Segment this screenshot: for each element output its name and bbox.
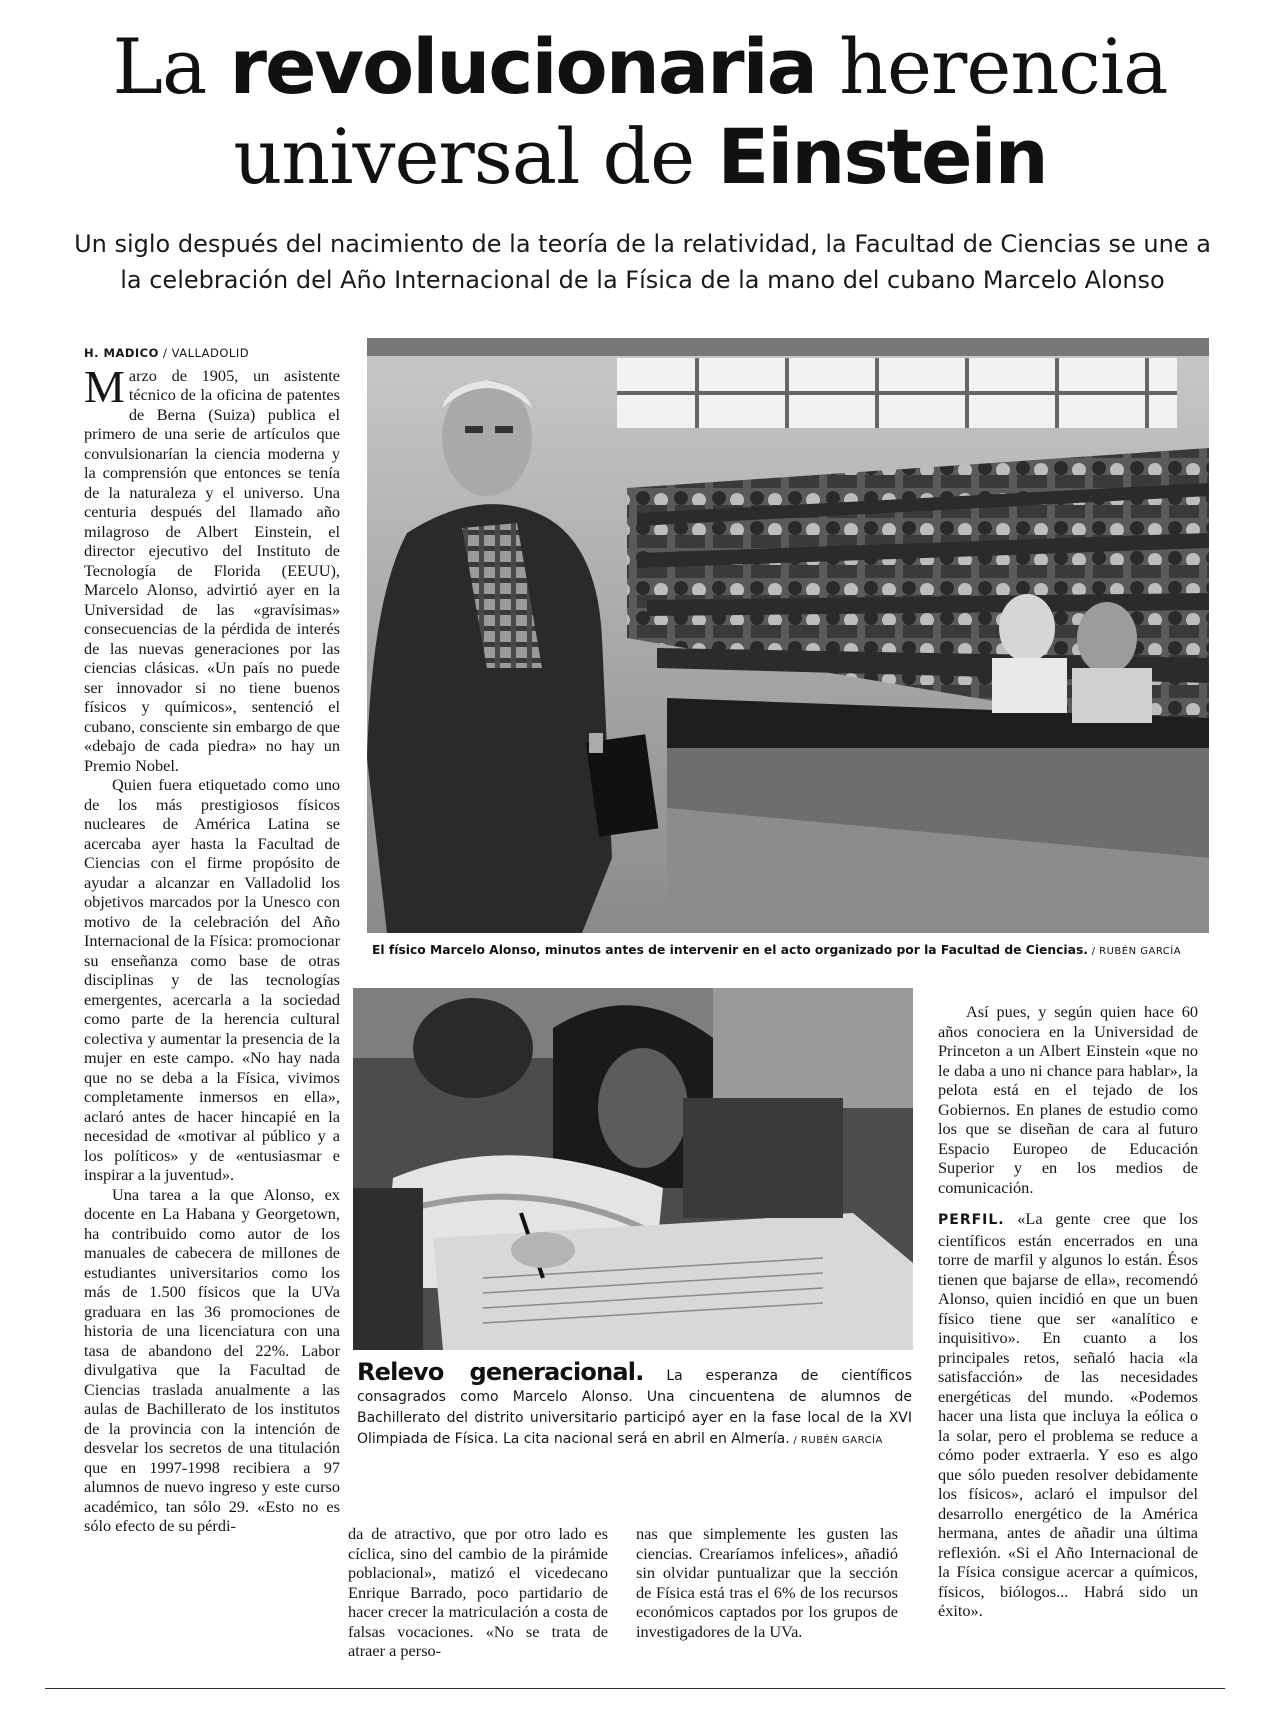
bottom-photo-caption: Relevo generacional. La esperanza de científicos consagrados como Marcelo Alonso. Una cincuentena de alumnos de Bachillerato del distrito universitario participó ayer en la fase local de la XVI Olimpiada de Física. La cita nacional será en abril en Almería. / RUBÉN GARCÍA	[357, 1358, 912, 1447]
photo-credit-2: / RUBÉN GARCÍA	[789, 1435, 883, 1446]
headline-line-1: La revolucionaria herencia	[112, 22, 1168, 111]
article-column-2	[348, 1524, 608, 1661]
caption-kicker: Relevo generacional.	[357, 1358, 644, 1386]
paragraph-2: Quien fuera etiquetado como uno de los más prestigiosos físicos nucleares de América Latina se acercaba ayer hasta la Facultad de Ciencias con el firme propósito de ayudar a alcanzar en Valladolid los objetivos marcados por la Unesco con motivo de la celebración del Año Internacional de la Física: promocionar su enseñanza como base de otras disciplinas y de las tecnologías emergentes, acercarla a la sociedad como parte de la herencia cultural colectiva y aumentar la presencia de la mujer en este campo. «No hay nada que no se deba a la Física, vivimos completamente inmersos en ella», aclaró antes de hacer hincapié en la necesidad de «motivar al público y a los políticos» y de «entusiasmar e inspirar a la juventud».	[84, 775, 340, 1184]
photo-marcelo-alonso	[367, 338, 1209, 933]
article-column-1	[84, 344, 340, 1536]
paragraph-col4-1: Así pues, y según quien hace 60 años conociera en la Universidad de Princeton a un Albert Einstein «que no le daba a uno ni chance para hablar», la pelota está en el tejado de los Gobiernos. En planes de estudio como los que se diseñan de cara al futuro Espacio Europeo de Educación Superior y en los medios de comunicación.	[938, 1002, 1198, 1197]
students-exam-photo	[353, 988, 913, 1350]
headline	[60, 22, 1220, 202]
byline: H. MADICO / VALLADOLID	[84, 346, 250, 360]
article-column-4	[938, 1002, 1198, 1621]
bottom-rule	[45, 1688, 1225, 1689]
drop-cap: M	[84, 360, 125, 412]
paragraph-3: Una tarea a la que Alonso, ex docente en La Habana y Georgetown, ha contribuido como autor de los manuales de cabecera de millones de estudiantes universitarios como los más de 1.500 físicos que la UVa graduara en las 36 promociones de historia de una licenciatura con una tasa de abandono del 22%. Labor divulgativa que la Facultad de Ciencias traslada anualmente a las aulas de Bachillerato de los institutos de la provincia con la intención de desvelar los secretos de una titulación que en 1997-1998 recibiera a 97 alumnos de nuevo ingreso y este curso académico, tan sólo 29. «Esto no es sólo efecto de su pérdi-	[84, 1184, 340, 1535]
top-photo-caption: El físico Marcelo Alonso, minutos antes de intervenir en el acto organizado por la Facultad de Ciencias. / RUBÉN GARCÍA	[372, 943, 1182, 957]
headline-bold-word: revolucionaria	[229, 22, 816, 111]
subtitle: Un siglo después del nacimiento de la teoría de la relatividad, la Facultad de Ciencias se une a la celebración del Año Internacional de la Física de la mano del cubano Marcelo Alonso	[74, 230, 1211, 294]
article-column-3	[636, 1524, 898, 1641]
headline-bold-name: Einstein	[717, 112, 1047, 201]
paragraph-col2: da de atractivo, que por otro lado es cíclica, sino del cambio de la pirámide poblacional», matizó el vicedecano Enrique Barrado, poco partidario de hacer crecer la matriculación a costa de falsas vocaciones. «No se trata de atraer a perso-	[348, 1524, 608, 1660]
photo-credit: / RUBÉN GARCÍA	[1087, 946, 1182, 957]
photo-olympiad-students	[353, 988, 913, 1350]
paragraph-perfil: PERFIL. «La gente cree que los científicos están encerrados en una torre de marfil y algunos lo están. Ésos tienen que bajarse de ella», recomendó Alonso, quien incidió en que un buen físico tiene que ser «analítico e inquisitivo». En cuanto a los principales retos, señaló hacia «la satisfacción» de las necesidades energéticas del mundo. «Podemos hacer una lista que incluya la eólica o la solar, pero el problema se reduce a cómo poder extraerla. Y eso es algo que sólo pueden resolver debidamente los físicos», aclaró el impulsor del desarrollo energético de la América hermana, antes de añadir una última reflexión. «Si el Año Internacional de la Física consigue acercar a químicos, físicos, biólogos... Habrá sido un éxito».	[938, 1209, 1198, 1620]
headline-line-2: universal de Einstein	[233, 112, 1047, 201]
perfil-label: PERFIL.	[938, 1212, 1005, 1228]
paragraph-col3: nas que simplemente les gusten las ciencias. Crearíamos infelices», añadió sin olvidar puntualizar que la sección de Física está tras el 6% de los recursos económicos captados por los grupos de investigadores de la UVa.	[636, 1524, 898, 1641]
lecture-hall-photo	[367, 338, 1209, 933]
paragraph-1: Marzo de 1905, un asistente técnico de la oficina de patentes de Berna (Suiza) publica el primero de una serie de artículos que convulsionarían la ciencia moderna y la comprensión que entonces se tenía de la naturaleza y el universo. Una centuria después del llamado año milagroso de Albert Einstein, el director ejecutivo del Instituto de Tecnología de Florida (EEUU), Marcelo Alonso, advirtió ayer en la Universidad de las «gravísimas» consecuencias de la pérdida de interés de las nuevas generaciones por las ciencias clásicas. «Un país no puede ser innovador si no tiene buenos físicos y químicos», sentenció el cubano, consciente sin embargo de que «debajo de cada piedra» no hay un Premio Nobel.	[84, 360, 340, 775]
